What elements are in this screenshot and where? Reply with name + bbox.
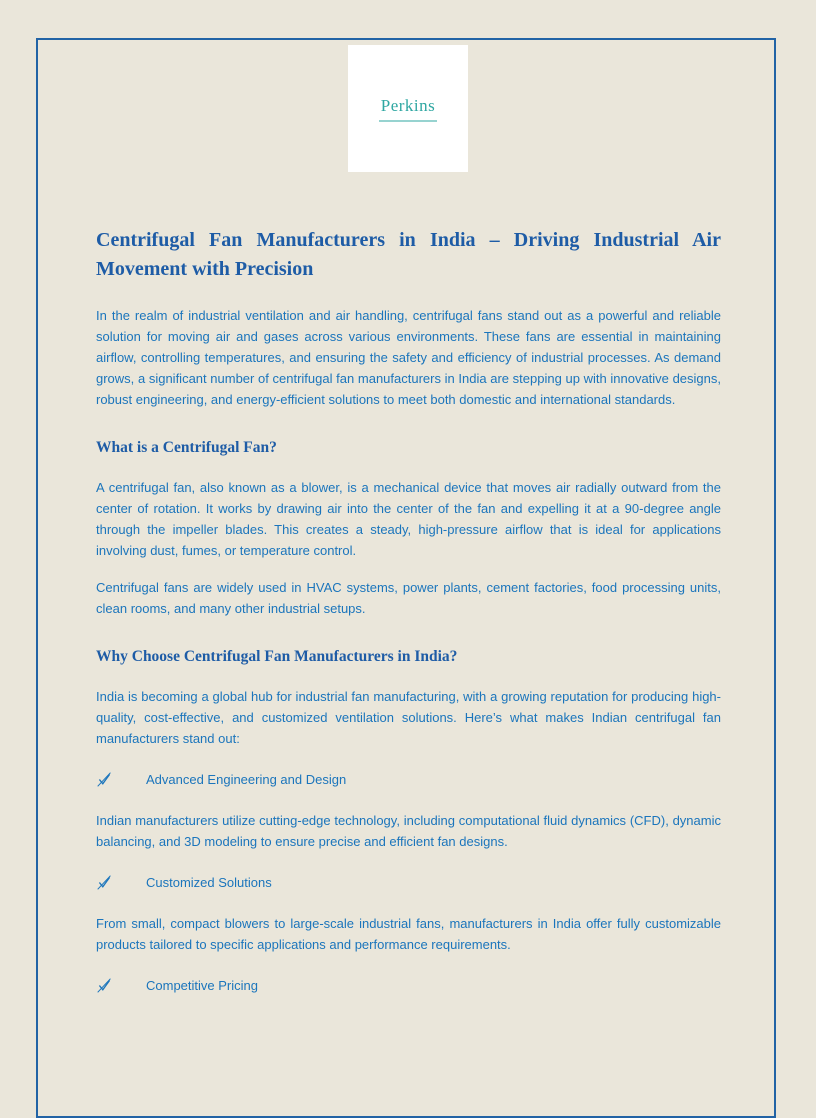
feature-label: Advanced Engineering and Design bbox=[146, 771, 347, 787]
feature-item bbox=[96, 872, 721, 893]
logo bbox=[348, 45, 468, 172]
check-icon bbox=[96, 874, 113, 891]
feature-label: Customized Solutions bbox=[146, 875, 272, 891]
paragraph: Indian manufacturers utilize cutting-edge technology, including computational fluid dynamics (CFD), dynamic balancing, and 3D modeling to ensure precise and efficient fan designs. bbox=[96, 812, 721, 849]
paragraph: India is becoming a global hub for industrial fan manufacturing, with a growing reputation for producing high-quality, cost-effective, and customized ventilation solutions. Here’s what makes Indian centrifugal fan manufacturers stand out: bbox=[96, 688, 721, 746]
feature-label: Competitive Pricing bbox=[146, 978, 258, 994]
article-title: Centrifugal Fan Manufacturers in India – Driving Industrial Air Movement with Precision bbox=[96, 229, 721, 280]
paragraph: A centrifugal fan, also known as a blower, is a mechanical device that moves air radially outward from the center of rotation. It works by drawing air into the center of the fan and expelling it at a 90-degree angle through the impeller blades. This creates a steady, high-pressure airflow that is ideal for applications involving dust, fumes, or temperature control. bbox=[96, 480, 721, 559]
logo-tagline bbox=[379, 120, 437, 122]
paragraph: Centrifugal fans are widely used in HVAC systems, power plants, cement factories, food processing units, clean rooms, and many other industrial setups. bbox=[96, 579, 721, 616]
feature-item bbox=[96, 975, 721, 996]
check-icon bbox=[96, 771, 113, 788]
article bbox=[96, 226, 721, 1016]
logo-text: Perkins bbox=[380, 95, 436, 115]
paragraph: From small, compact blowers to large-scale industrial fans, manufacturers in India offer fully customizable products tailored to specific applications and performance requirements. bbox=[96, 916, 721, 953]
check-icon bbox=[96, 977, 113, 994]
intro-paragraph: In the realm of industrial ventilation and air handling, centrifugal fans stand out as a powerful and reliable solution for moving air and gases across various environments. These fans are essential in maintaining airflow, controlling temperatures, and ensuring the safety and efficiency of industrial processes. As demand grows, a significant number of centrifugal fan manufacturers in India are stepping up with innovative designs, robust engineering, and energy-efficient solutions to meet both domestic and international standards. bbox=[96, 308, 721, 408]
feature-item bbox=[96, 769, 721, 790]
section-heading-why-choose: Why Choose Centrifugal Fan Manufacturers in India? bbox=[96, 647, 458, 665]
section-heading-what-is: What is a Centrifugal Fan? bbox=[96, 439, 277, 457]
